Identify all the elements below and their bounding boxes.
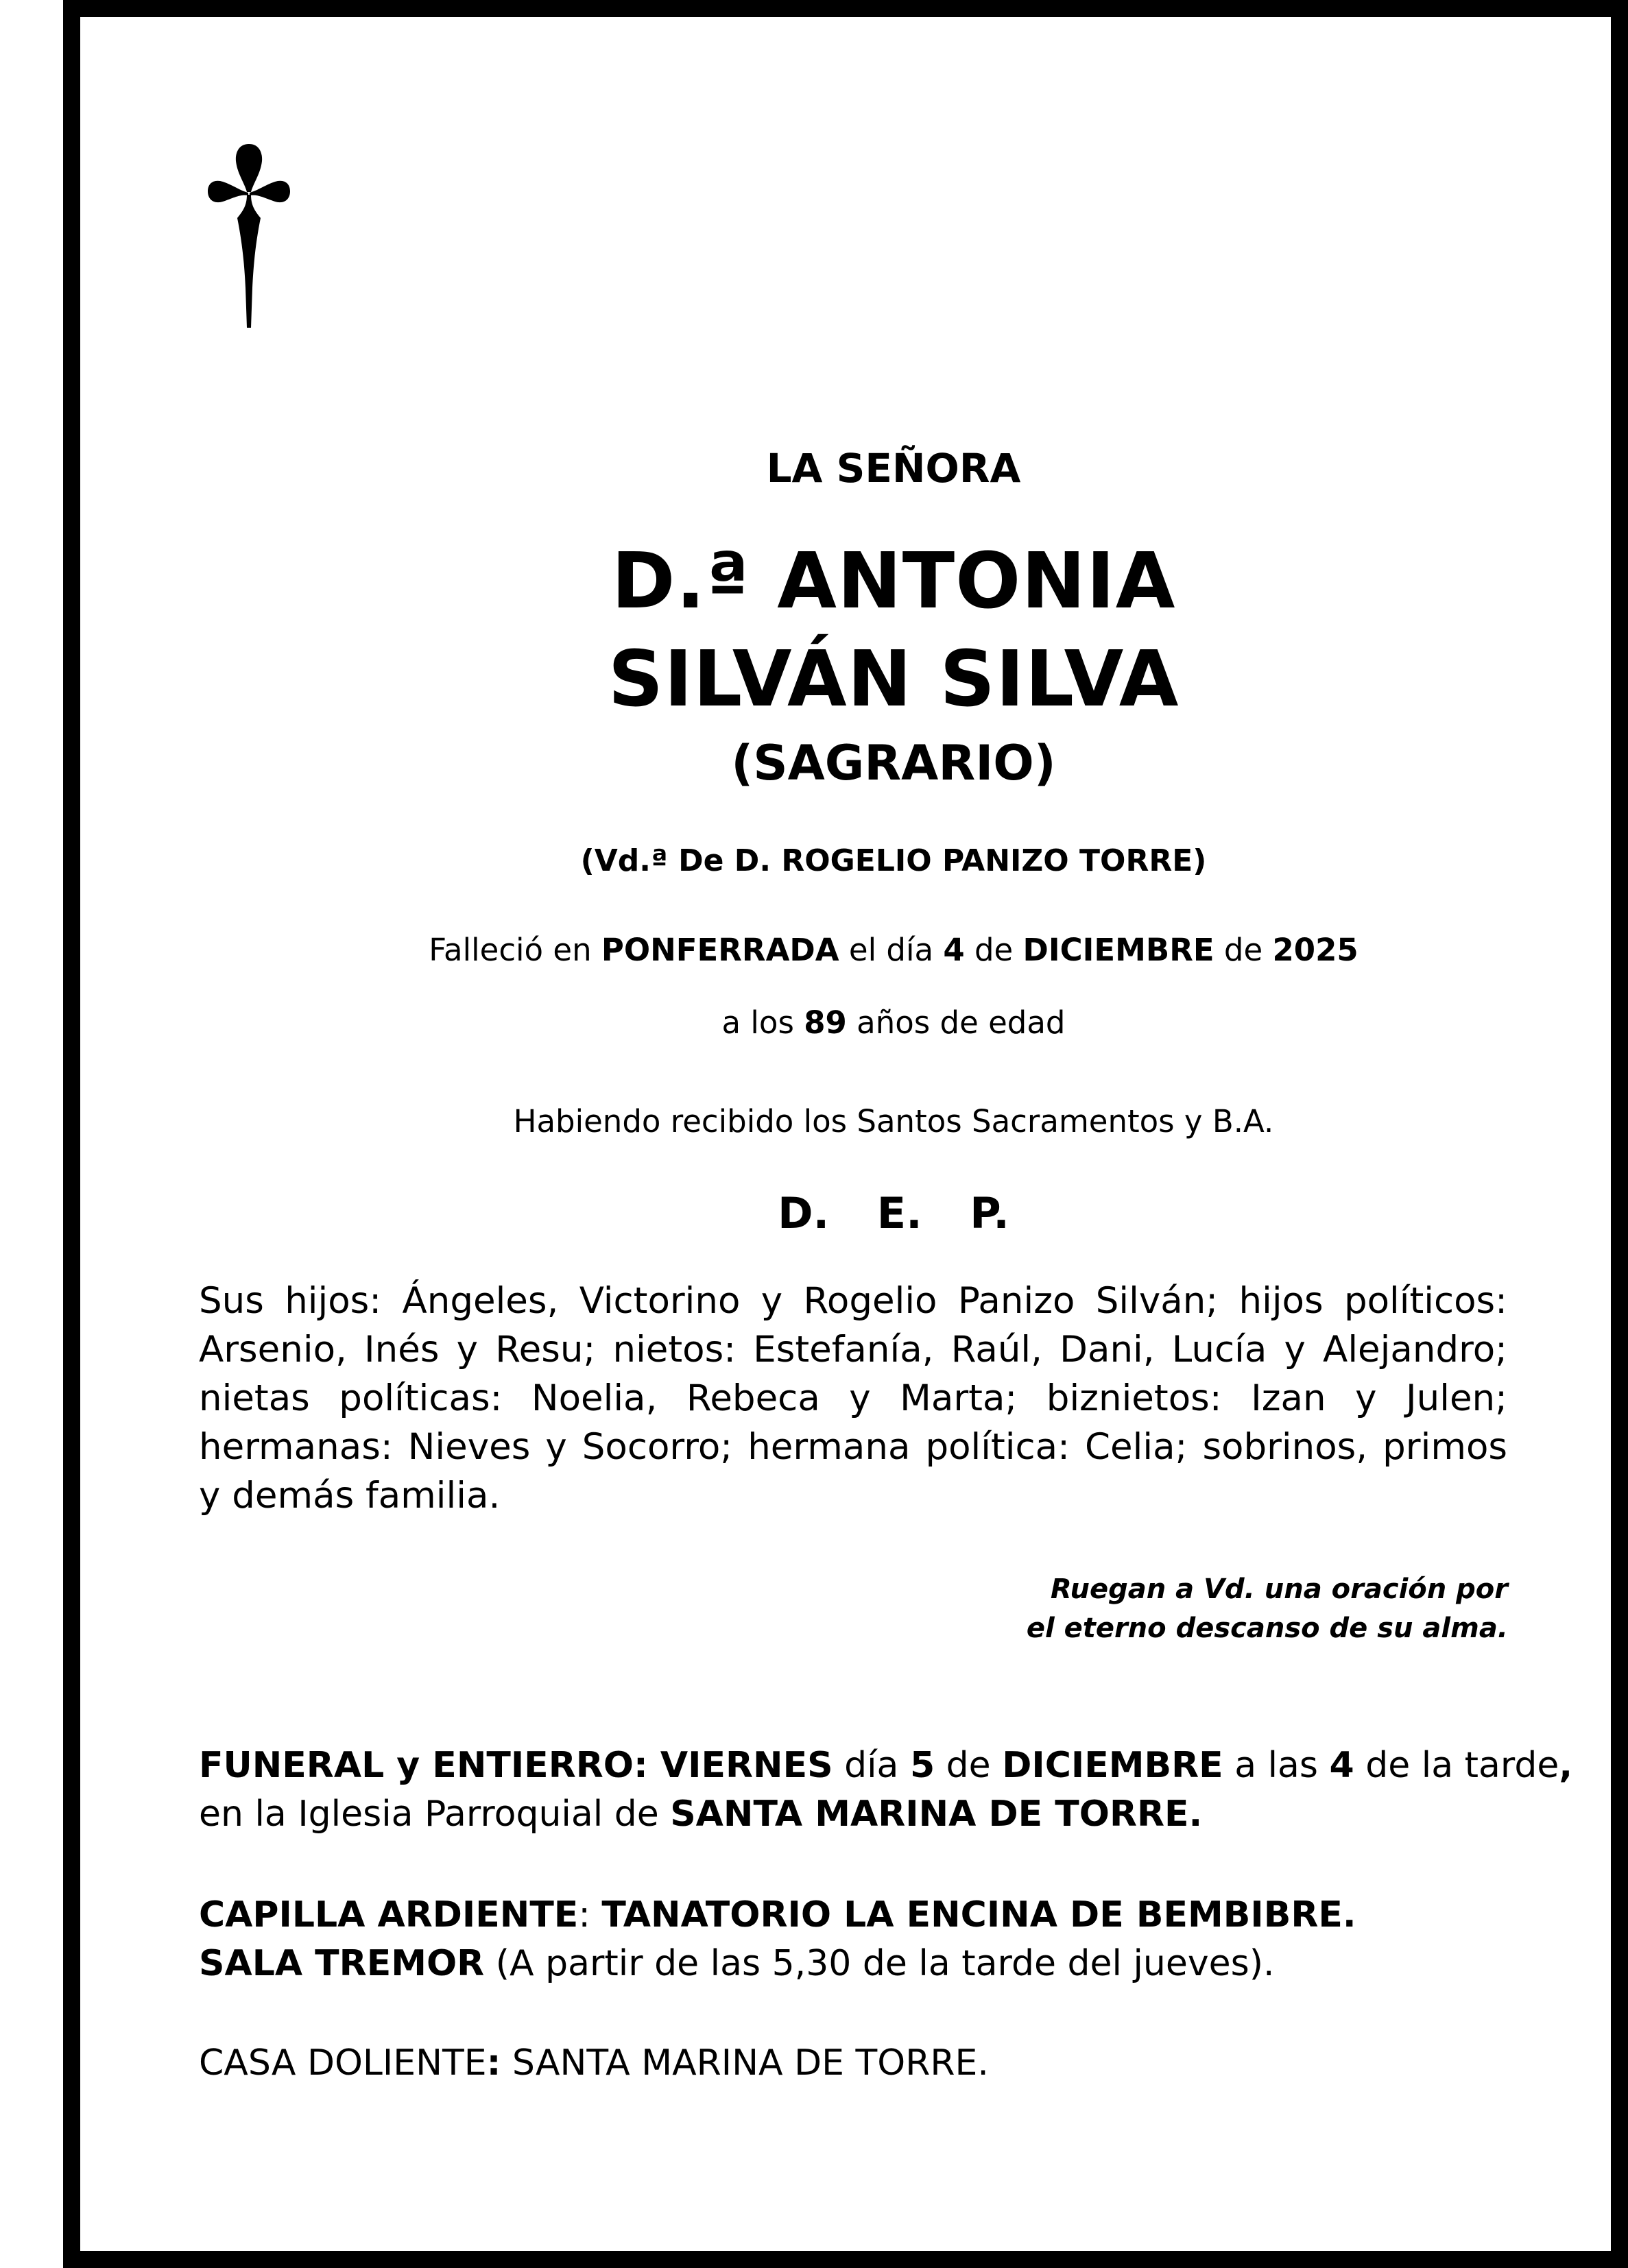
death-year: 2025: [1272, 932, 1358, 968]
church-prefix: en la Iglesia Parroquial de: [199, 1794, 671, 1835]
funeral-label: FUNERAL y ENTIERRO:: [199, 1745, 660, 1786]
funeral-weekday: VIERNES: [660, 1745, 833, 1786]
age-years: 89: [804, 1004, 847, 1041]
house-colon: :: [486, 2042, 501, 2084]
funeral-comma: ,: [1559, 1745, 1573, 1786]
santiago-cross-icon: [206, 143, 292, 329]
mourning-house: [199, 2039, 1536, 2088]
rip-abbreviation: D. E. P.: [778, 1188, 1009, 1238]
chapel-line-2: [199, 1940, 1536, 1988]
mourning-house-line: [199, 2039, 1536, 2088]
funeral-day: 5: [909, 1745, 935, 1786]
death-mid3: de: [1214, 932, 1273, 968]
death-day: 4: [943, 932, 965, 968]
sacraments-statement: Habiendo recibido los Santos Sacramentos y B.A.: [513, 1103, 1274, 1139]
funeral-text: a las: [1223, 1745, 1330, 1786]
frame-border-right: [1611, 0, 1628, 2268]
funeral-text: de la tarde: [1354, 1745, 1559, 1786]
chapel-room: SALA TREMOR: [199, 1943, 485, 1984]
death-prefix: Falleció en: [429, 932, 601, 968]
deceased-name-line2: SILVÁN SILVA: [608, 635, 1180, 724]
funeral-hour: 4: [1329, 1745, 1354, 1786]
age-prefix: a los: [721, 1004, 804, 1041]
widow-of: (Vd.ª De D. ROGELIO PANIZO TORRE): [580, 843, 1207, 878]
prayer-request: [891, 1570, 1508, 1648]
frame-border-left: [63, 0, 80, 2268]
funeral-month: DICIEMBRE: [1002, 1745, 1223, 1786]
church-name: SANTA MARINA DE TORRE.: [670, 1794, 1203, 1835]
frame-border-bottom: [63, 2251, 1628, 2268]
death-mid1: el día: [839, 932, 944, 968]
prayer-line-1: Ruegan a Vd. una oración por: [1050, 1573, 1508, 1605]
prayer-line-2: el eterno descanso de su alma.: [1026, 1613, 1508, 1644]
funeral-text: día: [833, 1745, 910, 1786]
chapel-place: TANATORIO LA ENCINA DE BEMBIBRE.: [601, 1894, 1356, 1935]
family-list: Sus hijos: Ángeles, Victorino y Rogelio Panizo Silván; hijos políticos: Arsenio, Inés y Resu; nietos: Estefanía, Raúl, Dani, Lucía y Alejandro; nietas políticas: Noelia, Rebeca y Marta; biznietos: Izan y Julen; hermanas: Nieves y Socorro; hermana política: Celia; sobrinos, primos y demás familia.: [199, 1280, 1507, 1517]
chapel-label: CAPILLA ARDIENTE: [199, 1894, 579, 1935]
funeral-text: de: [935, 1745, 1003, 1786]
frame-border-top: [63, 0, 1628, 17]
deceased-name-line1: D.ª ANTONIA: [611, 537, 1176, 626]
death-month: DICIEMBRE: [1022, 932, 1214, 968]
funeral-line-2: [199, 1790, 1536, 1839]
house-place: SANTA MARINA DE TORRE.: [501, 2042, 989, 2084]
age-suffix: años de edad: [846, 1004, 1066, 1041]
death-place: PONFERRADA: [601, 932, 839, 968]
funeral-line-1: [199, 1741, 1573, 1790]
house-label: CASA DOLIENTE: [199, 2042, 487, 2084]
chapel-details: [199, 1891, 1536, 1988]
chapel-line-1: [199, 1891, 1536, 1940]
death-mid2: de: [964, 932, 1023, 968]
age-statement: [208, 1002, 1579, 1043]
deceased-nickname: (SAGRARIO): [731, 735, 1056, 791]
chapel-room-note: (A partir de las 5,30 de la tarde del jueves).: [484, 1943, 1275, 1984]
funeral-details: [199, 1741, 1573, 1839]
death-statement: [208, 930, 1579, 971]
chapel-colon: :: [578, 1894, 602, 1935]
salutation: LA SEÑORA: [766, 445, 1021, 492]
